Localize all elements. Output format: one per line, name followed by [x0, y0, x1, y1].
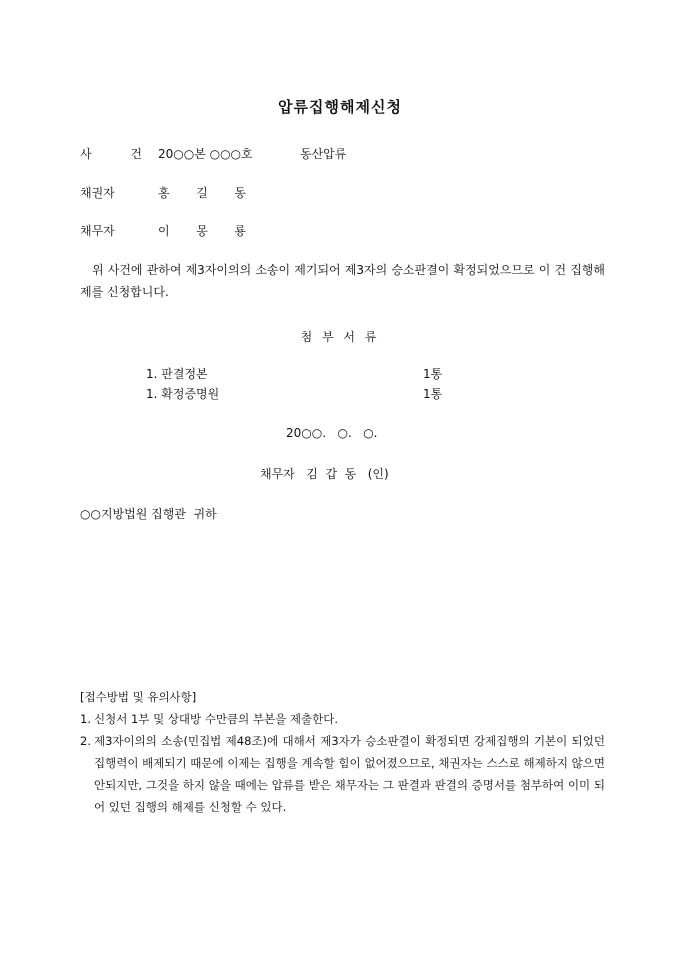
document-title: 압류집행해제신청: [278, 98, 402, 116]
attachment-item-2-count: 1통: [423, 387, 443, 401]
debtor-name: 이 몽 룡: [158, 224, 246, 238]
notes-section: [80, 686, 605, 818]
attachment-item-1-label: 1. 판결정본: [146, 367, 208, 381]
debtor-label: 채무자: [80, 224, 115, 238]
creditor-label: 채권자: [80, 186, 115, 200]
case-row: [80, 145, 142, 162]
case-type: 동산압류: [300, 147, 347, 161]
attachment-item-1-count: 1통: [423, 367, 443, 381]
note-text: 제3자이의의 소송(민집법 제48조)에 대해서 제3자가 승소판결이 확정되면 강제집행의 기본이 되었던 집행력이 배제되기 때문에 이제는 집행을 계속할 힘이 없어졌으므로, 채권자는 스스로 해제하지 않으면 안되지만, 그것을 하지 않을 때에는 압류를 받은 채무자는 그 판결과 판결의 증명서를 첨부하여 이미 되어 있던 집행의 해제를 신청할 수 있다.: [94, 734, 605, 814]
debtor-row: [80, 222, 142, 239]
notes-heading: [접수방법 및 유의사항]: [80, 690, 197, 704]
creditor-name: 홍 길 동: [158, 186, 246, 200]
note-number: 2.: [80, 734, 91, 748]
debtor-name-wrap: [158, 222, 246, 239]
note-number: 1.: [80, 712, 91, 726]
attachments-heading: 첨 부 서 류: [300, 330, 380, 344]
signer-line: 채무자 김 갑 동 (인): [260, 467, 389, 481]
addressee: ○○지방법원 집행관 귀하: [80, 507, 217, 521]
note-item: [80, 708, 605, 730]
creditor-row: [80, 184, 142, 201]
note-item: [80, 730, 605, 818]
creditor-name-wrap: [158, 184, 246, 201]
attachment-item-2-label: 1. 확정증명원: [146, 387, 220, 401]
case-label: 사 건: [80, 147, 142, 161]
note-text: 신청서 1부 및 상대방 수만큼의 부본을 제출한다.: [94, 712, 338, 726]
document-date: 20○○. ○. ○.: [286, 426, 378, 440]
body-paragraph: 위 사건에 관하여 제3자이의의 소송이 제기되어 제3자의 승소판결이 확정되었으므로 이 건 집행해제를 신청합니다.: [80, 263, 605, 299]
case-number: 20○○본 ○○○호: [158, 147, 253, 161]
